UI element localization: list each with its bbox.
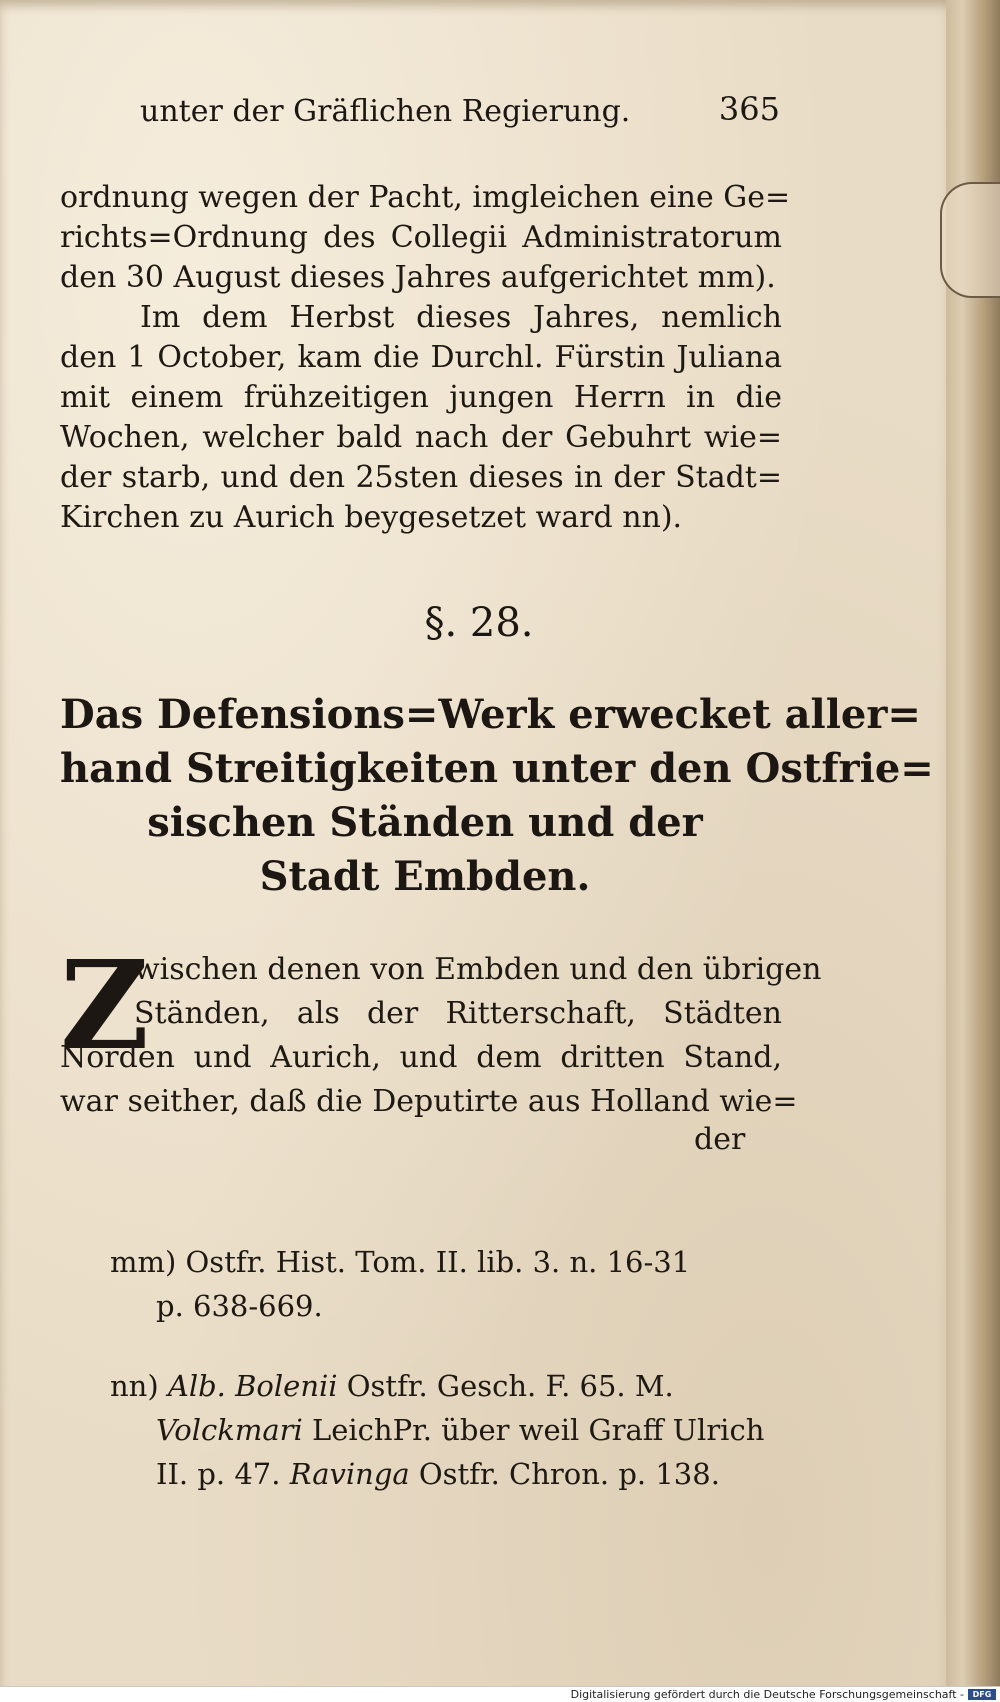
heading-line: hand Streitigkeiten unter den Ostfrie= bbox=[60, 745, 934, 792]
footnote-text: Ostfr. Gesch. F. 65. M. bbox=[346, 1369, 674, 1403]
banner-text: Digitalisierung gefördert durch die Deutsche Forschungsgemeinschaft - bbox=[570, 1688, 964, 1701]
footnote-text: Ostfr. Chron. p. 138. bbox=[418, 1457, 720, 1491]
footnote-mm bbox=[110, 1240, 788, 1328]
text-line: mit einem frühzeitigen jungen Herrn in die bbox=[60, 380, 782, 415]
heading-line: Das Defensions=Werk erwecket aller= bbox=[60, 691, 921, 738]
footnote-author: Volckmari bbox=[156, 1413, 303, 1447]
paragraph-1 bbox=[60, 178, 791, 538]
running-head bbox=[140, 88, 780, 138]
paragraph-2 bbox=[60, 933, 822, 1124]
dfg-logo: DFG bbox=[968, 1689, 996, 1700]
text-line: richts=Ordnung des Collegii Administratorum bbox=[60, 220, 782, 255]
footnote-line: mm) Ostfr. Hist. Tom. II. lib. 3. n. 16-31 bbox=[110, 1245, 691, 1279]
heading-line: Stadt Embden. bbox=[259, 853, 591, 900]
page-number: 365 bbox=[718, 90, 780, 128]
text-line: den 30 August dieses Jahres aufgerichtet mm). bbox=[60, 260, 776, 295]
text-line: war seither, daß die Deputirte aus Holland wie= bbox=[60, 1084, 798, 1119]
footnote-nn bbox=[110, 1364, 788, 1496]
footnote-line bbox=[110, 1408, 788, 1452]
text-line: Norden und Aurich, und dem dritten Stand, bbox=[60, 1040, 782, 1075]
footnote-author: Alb. Bolenii bbox=[167, 1369, 338, 1403]
text-line: Kirchen zu Aurich beygesetzet ward nn). bbox=[60, 500, 683, 535]
footnote-text: LeichPr. über weil Graff Ulrich bbox=[311, 1413, 765, 1447]
footnote-line: p. 638-669. bbox=[156, 1289, 323, 1323]
drop-cap: Z bbox=[60, 933, 150, 1077]
section-number: §. 28. bbox=[424, 600, 534, 646]
heading-line: sischen Ständen und der bbox=[147, 799, 703, 846]
footnote-text: II. p. 47. bbox=[156, 1457, 281, 1491]
text-line: Im dem Herbst dieses Jahres, nemlich bbox=[140, 300, 782, 335]
footnote-line bbox=[110, 1364, 788, 1408]
section-heading bbox=[60, 688, 934, 904]
text-line: Wochen, welcher bald nach der Gebuhrt wie= bbox=[60, 420, 782, 455]
footnote-author: Ravinga bbox=[289, 1457, 410, 1491]
text-line: wischen denen von Embden und den übrigen bbox=[134, 952, 822, 987]
footnote-line bbox=[110, 1452, 788, 1496]
text-line: ordnung wegen der Pacht, imgleichen eine Ge= bbox=[60, 180, 791, 215]
page-tab-outline bbox=[940, 182, 1000, 298]
text-line: der starb, und den 25sten dieses in der Stadt= bbox=[60, 460, 782, 495]
footnote-marker: nn) bbox=[110, 1369, 159, 1403]
text-line: den 1 October, kam die Durchl. Fürstin Juliana bbox=[60, 340, 782, 375]
catchword: der bbox=[694, 1122, 746, 1157]
running-head-title: unter der Gräflichen Regierung. bbox=[140, 94, 631, 129]
digitization-banner bbox=[0, 1686, 1000, 1702]
text-line: Ständen, als der Ritterschaft, Städten bbox=[134, 996, 782, 1031]
